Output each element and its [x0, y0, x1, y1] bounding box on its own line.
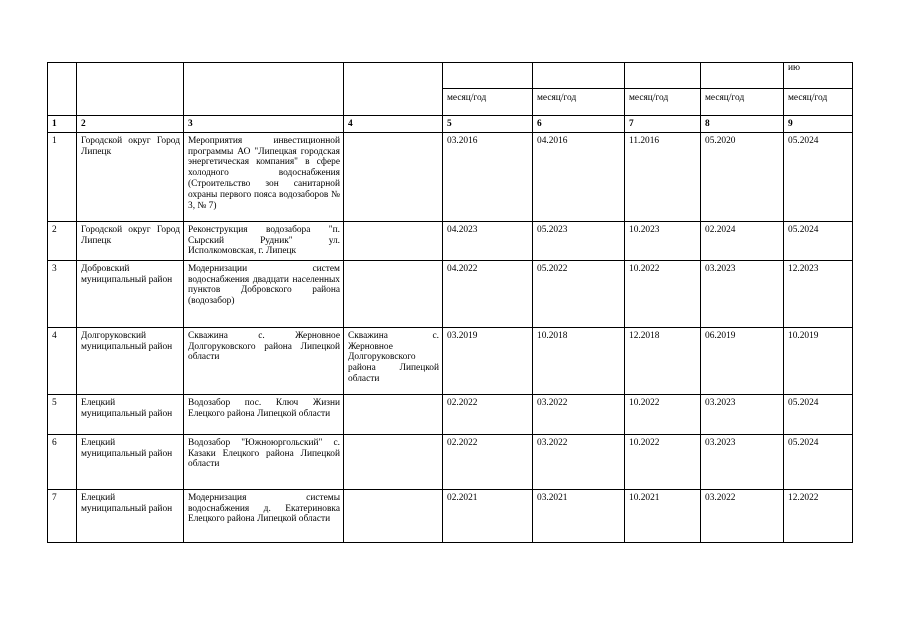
- date-cell: 05.2022: [533, 260, 625, 327]
- row-number: 6: [48, 434, 77, 489]
- table-row: [48, 394, 853, 434]
- column-number: 3: [184, 116, 344, 133]
- date-cell: 03.2016: [443, 132, 533, 221]
- date-cell: 10.2022: [625, 260, 701, 327]
- date-cell: 10.2021: [625, 489, 701, 542]
- row-number: 1: [48, 132, 77, 221]
- header-cell: [625, 63, 701, 89]
- object-cell: Скважина с. Жерновное Долгоруковского района Липецкой области: [344, 327, 443, 394]
- date-cell: 03.2021: [533, 489, 625, 542]
- date-cell: 04.2016: [533, 132, 625, 221]
- activity-cell: Реконструкция водозабора "п. Сырский Рудник" ул. Исполкомовская, г. Липецк: [184, 221, 344, 260]
- unit-label: месяц/год: [443, 89, 533, 116]
- table-row: [48, 132, 853, 221]
- activity-cell: Модернизации систем водоснабжения двадцати населенных пунктов Добровского района (водозабор): [184, 260, 344, 327]
- unit-label: месяц/год: [701, 89, 784, 116]
- activity-cell: Мероприятия инвестиционной программы АО "Липецкая городская энергетическая компания" в сфере холодного водоснабжения (Строительство зон санитарной охраны первого пояса водозаборов № 3, № 7): [184, 132, 344, 221]
- row-number: 3: [48, 260, 77, 327]
- header-cell-fragment: ию: [784, 63, 853, 89]
- unit-label: месяц/год: [625, 89, 701, 116]
- activity-cell: Модернизация системы водоснабжения д. Екатериновка Елецкого района Липецкой области: [184, 489, 344, 542]
- date-cell: 05.2024: [784, 221, 853, 260]
- row-number: 4: [48, 327, 77, 394]
- object-cell: [344, 489, 443, 542]
- header-cell: [184, 63, 344, 116]
- date-cell: 12.2022: [784, 489, 853, 542]
- date-cell: 05.2024: [784, 434, 853, 489]
- column-number: 5: [443, 116, 533, 133]
- table-row: [48, 434, 853, 489]
- column-number: 4: [344, 116, 443, 133]
- region-cell: Городской округ Город Липецк: [77, 221, 184, 260]
- date-cell: 04.2022: [443, 260, 533, 327]
- region-cell: Городской округ Город Липецк: [77, 132, 184, 221]
- column-number: 6: [533, 116, 625, 133]
- date-cell: 03.2019: [443, 327, 533, 394]
- row-number: 2: [48, 221, 77, 260]
- date-cell: 02.2022: [443, 434, 533, 489]
- date-cell: 03.2023: [701, 394, 784, 434]
- date-cell: 03.2022: [533, 434, 625, 489]
- date-cell: 05.2020: [701, 132, 784, 221]
- activity-cell: Скважина с. Жерновное Долгоруковского района Липецкой области: [184, 327, 344, 394]
- column-number-row: [48, 116, 853, 133]
- header-cell: [77, 63, 184, 116]
- object-cell: [344, 394, 443, 434]
- row-number: 5: [48, 394, 77, 434]
- date-cell: 10.2023: [625, 221, 701, 260]
- object-cell: [344, 434, 443, 489]
- activity-cell: Водозабор пос. Ключ Жизни Елецкого района Липецкой области: [184, 394, 344, 434]
- object-cell: [344, 132, 443, 221]
- schedule-table: [47, 62, 853, 543]
- date-cell: 05.2024: [784, 132, 853, 221]
- date-cell: 12.2018: [625, 327, 701, 394]
- header-row-top: [48, 63, 853, 89]
- date-cell: 03.2022: [533, 394, 625, 434]
- region-cell: Елецкий муниципальный район: [77, 434, 184, 489]
- date-cell: 05.2024: [784, 394, 853, 434]
- date-cell: 10.2022: [625, 434, 701, 489]
- table-row: [48, 221, 853, 260]
- region-cell: Елецкий муниципальный район: [77, 489, 184, 542]
- date-cell: 04.2023: [443, 221, 533, 260]
- object-cell: [344, 221, 443, 260]
- row-number: 7: [48, 489, 77, 542]
- header-cell: [701, 63, 784, 89]
- date-cell: 05.2023: [533, 221, 625, 260]
- date-cell: 03.2023: [701, 434, 784, 489]
- header-cell: [443, 63, 533, 89]
- column-number: 1: [48, 116, 77, 133]
- date-cell: 02.2024: [701, 221, 784, 260]
- column-number: 8: [701, 116, 784, 133]
- date-cell: 10.2019: [784, 327, 853, 394]
- column-number: 2: [77, 116, 184, 133]
- header-cell: [344, 63, 443, 116]
- table-row: [48, 260, 853, 327]
- column-number: 7: [625, 116, 701, 133]
- object-cell: [344, 260, 443, 327]
- date-cell: 10.2022: [625, 394, 701, 434]
- date-cell: 03.2022: [701, 489, 784, 542]
- header-cell: [533, 63, 625, 89]
- date-cell: 02.2022: [443, 394, 533, 434]
- unit-label: месяц/год: [784, 89, 853, 116]
- activity-cell: Водозабор "Южноюргольский" с. Казаки Елецкого района Липецкой области: [184, 434, 344, 489]
- date-cell: 03.2023: [701, 260, 784, 327]
- table-row: [48, 489, 853, 542]
- unit-label: месяц/год: [533, 89, 625, 116]
- date-cell: 10.2018: [533, 327, 625, 394]
- date-cell: 12.2023: [784, 260, 853, 327]
- region-cell: Долгоруковский муниципальный район: [77, 327, 184, 394]
- region-cell: Добровский муниципальный район: [77, 260, 184, 327]
- date-cell: 06.2019: [701, 327, 784, 394]
- date-cell: 11.2016: [625, 132, 701, 221]
- header-cell: [48, 63, 77, 116]
- table-row: [48, 327, 853, 394]
- date-cell: 02.2021: [443, 489, 533, 542]
- column-number: 9: [784, 116, 853, 133]
- region-cell: Елецкий муниципальный район: [77, 394, 184, 434]
